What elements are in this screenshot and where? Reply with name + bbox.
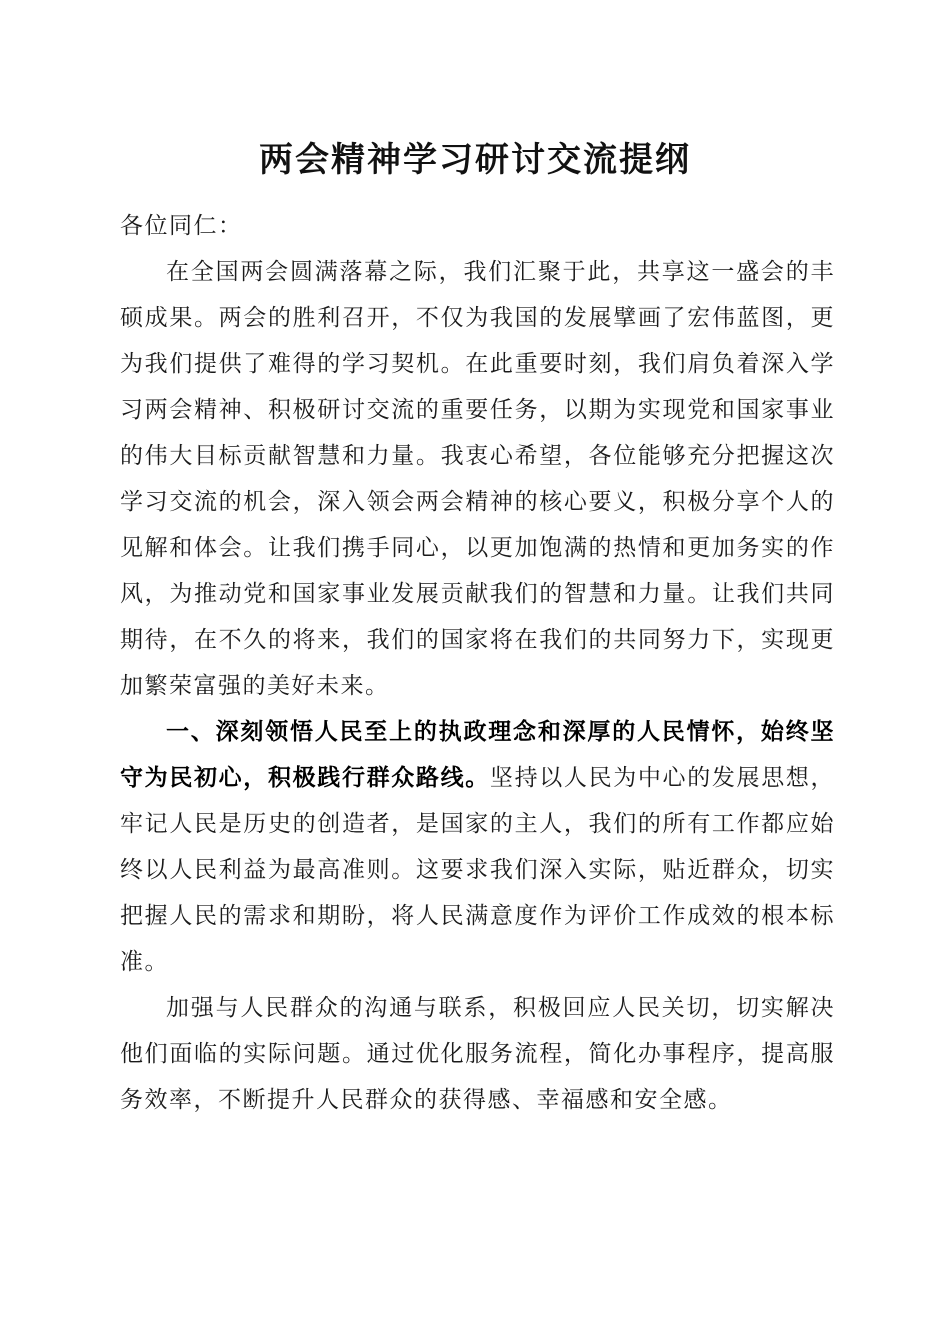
document-title: 两会精神学习研讨交流提纲 <box>259 140 691 180</box>
section-1-heading: 一、深刻领悟人民至上的执政理念和深厚的人民情怀，始终坚守为民初心，积极践行群众路线。 <box>120 719 835 791</box>
salutation: 各位同仁： <box>120 213 243 239</box>
section-1-body: 坚持以人民为中心的发展思想，牢记人民是历史的创造者，是国家的主人，我们的所有工作都应始终以人民利益为最高准则。这要求我们深入实际，贴近群众，切实把握人民的需求和期盼，将人民满意度作为评价工作成效的根本标准。 <box>120 765 836 975</box>
document-body <box>120 203 835 1123</box>
section-1-paragraph <box>120 709 835 985</box>
section-1-paragraph-2: 加强与人民群众的沟通与联系，积极回应人民关切，切实解决他们面临的实际问题。通过优化服务流程，简化办事程序，提高服务效率，不断提升人民群众的获得感、幸福感和安全感。 <box>120 995 835 1113</box>
intro-paragraph: 在全国两会圆满落幕之际，我们汇聚于此，共享这一盛会的丰硕成果。两会的胜利召开，不仅为我国的发展擘画了宏伟蓝图，更为我们提供了难得的学习契机。在此重要时刻，我们肩负着深入学习两会精神、积极研讨交流的重要任务，以期为实现党和国家事业的伟大目标贡献智慧和力量。我衷心希望，各位能够充分把握这次学习交流的机会，深入领会两会精神的核心要义，积极分享个人的见解和体会。让我们携手同心，以更加饱满的热情和更加务实的作风，为推动党和国家事业发展贡献我们的智慧和力量。让我们共同期待，在不久的将来，我们的国家将在我们的共同努力下，实现更加繁荣富强的美好未来。 <box>120 259 835 699</box>
